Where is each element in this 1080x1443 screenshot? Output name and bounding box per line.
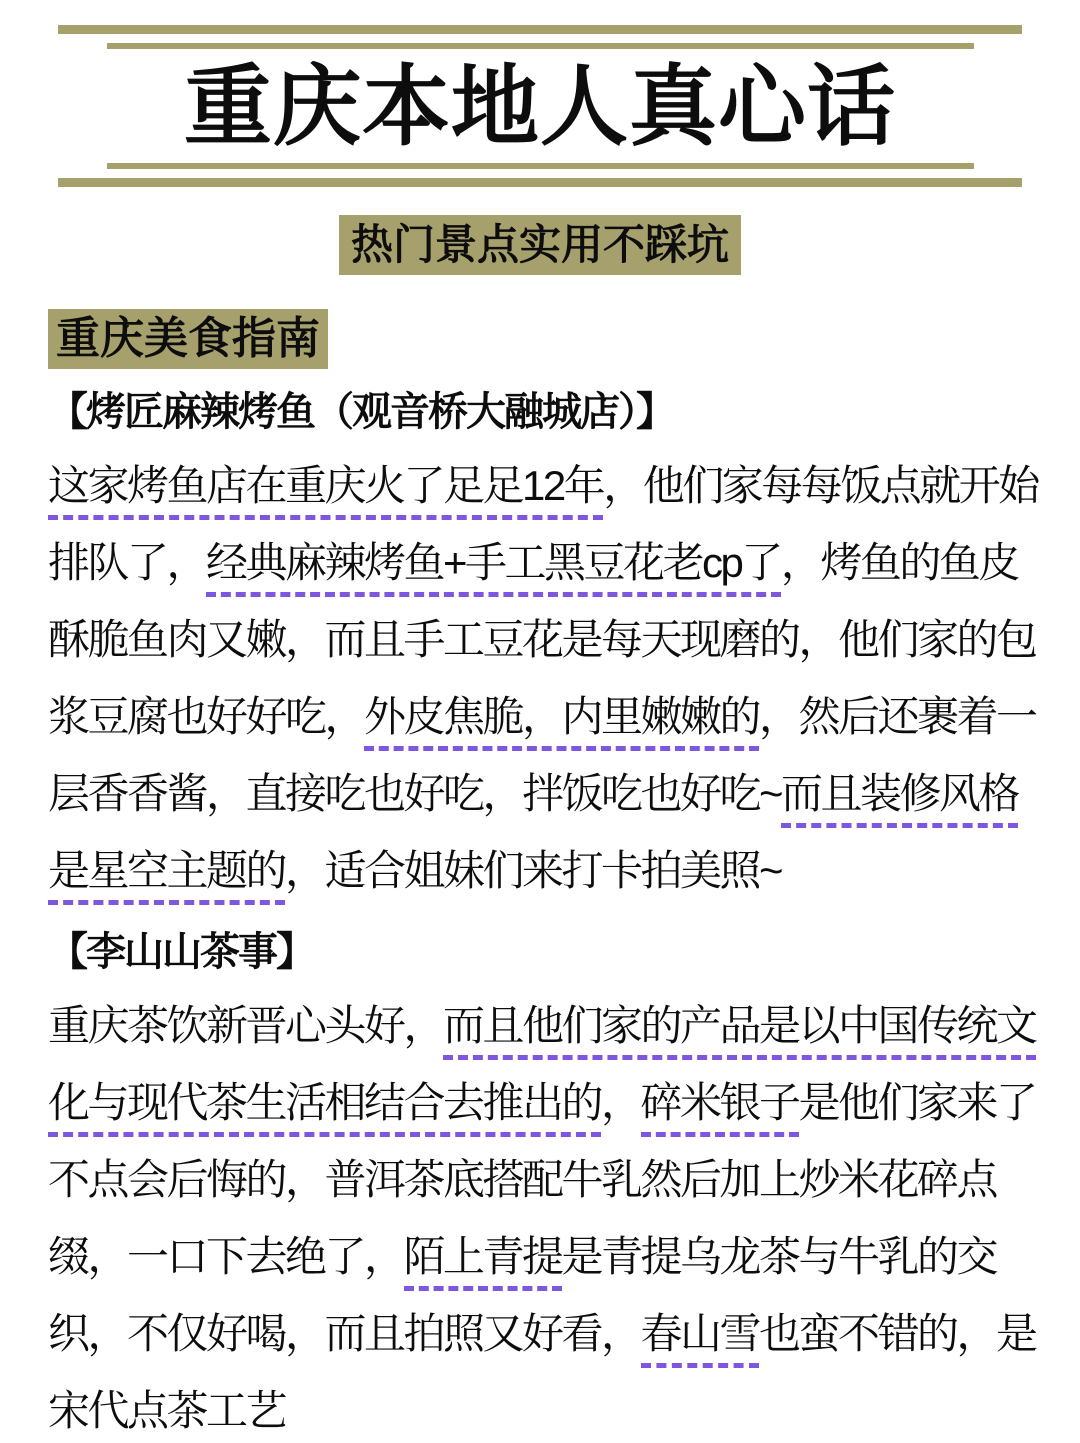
underlined-phrase: 这家烤鱼店在重庆火了足足12年 [48,462,603,520]
title-frame-top [0,0,1080,49]
badge-row [0,215,1080,275]
entry-body [48,987,1036,1443]
subtitle-badge: 热门景点实用不踩坑 [339,215,741,275]
underlined-phrase: 春山雪 [641,1310,760,1368]
body-line [48,1141,1036,1218]
divider-bar-wide [58,25,1022,34]
text-run: 浆豆腐也好好吃， [48,693,365,741]
page-title: 重庆本地人真心话 [183,57,896,156]
text-run: 层香香酱，直接吃也好吃，拌饭吃也好吃~ [48,770,782,818]
content-area [0,275,1080,1443]
body-line [48,832,1036,909]
text-run: 重庆茶饮新晋心头好， [48,1002,444,1050]
text-run: ， [601,1079,641,1127]
underlined-phrase: 经典麻辣烤鱼+手工黑豆花老cp了 [206,539,781,597]
divider-bar-wide [58,178,1022,187]
entry-heading: 【烤匠麻辣烤鱼（观音桥大融城店）】 [48,390,674,435]
underlined-phrase: 是星空主题的 [48,847,285,905]
text-run: 酥脆鱼肉又嫩，而且手工豆花是每天现磨的，他们家的包 [48,616,1036,664]
text-run: ，然后还裹着一 [759,693,1036,741]
title-frame-bottom [0,163,1080,187]
body-line [48,1064,1036,1141]
divider-bar-narrow [107,163,974,169]
text-run: 排队了， [48,539,207,587]
underlined-phrase: 而且他们家的产品是以中国传统文 [443,1002,1036,1060]
text-run: 缀，一口下去绝了， [48,1233,404,1281]
text-run: 织，不仅好喝，而且拍照又好看， [48,1310,641,1358]
text-run: 宋代点茶工艺 [48,1387,286,1435]
divider-bar-narrow [107,43,974,49]
underlined-phrase: 外皮焦脆，内里嫩嫩的 [364,693,759,751]
text-run: ，他们家每每饭点就开始 [603,462,1038,510]
body-line [48,447,1036,524]
body-line [48,987,1036,1064]
entries-list [48,389,1036,1443]
underlined-phrase: 碎米银子 [641,1079,799,1137]
body-line [48,678,1036,755]
entry-body [48,447,1036,909]
underlined-phrase: 陌上青提 [404,1233,562,1291]
section-label: 重庆美食指南 [48,309,328,369]
body-line [48,1218,1036,1295]
text-run: 是青提乌龙茶与牛乳的交 [561,1233,997,1281]
body-line [48,1295,1036,1372]
body-line [48,755,1036,832]
body-line [48,1372,1036,1443]
body-line [48,601,1036,678]
underlined-phrase: 化与现代茶生活相结合去推出的 [48,1079,601,1137]
text-run: 也蛮不错的，是 [759,1310,1036,1358]
text-run: 是他们家来了 [798,1079,1036,1127]
entry-heading: 【李山山茶事】 [48,930,314,975]
underlined-phrase: 而且装修风格 [781,770,1018,828]
body-line [48,524,1036,601]
text-run: ，适合姐妹们来打卡拍美照~ [285,847,782,895]
text-run: ，烤鱼的鱼皮 [780,539,1018,587]
text-run: 不点会后悔的，普洱茶底搭配牛乳然后加上炒米花碎点 [48,1156,997,1204]
